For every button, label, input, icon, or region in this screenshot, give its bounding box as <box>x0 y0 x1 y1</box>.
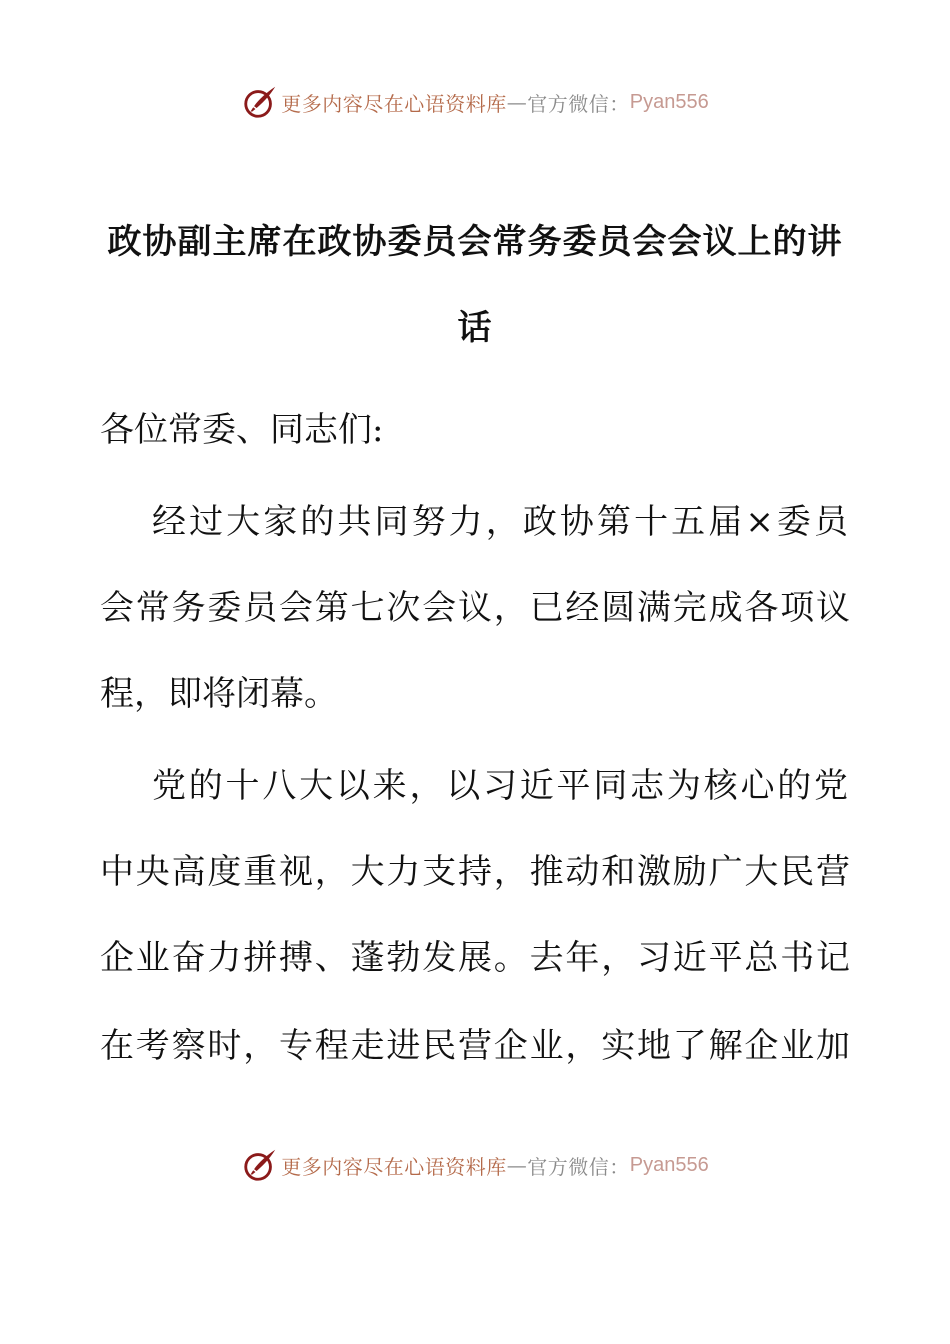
document-title-line-2: 话 <box>457 308 493 348</box>
watermark-header <box>0 82 950 122</box>
paragraph-1-line-1: 经过大家的共同努力，政协第十五届×委员 <box>152 502 848 542</box>
document-title-line-1: 政协副主席在政协委员会常务委员会会议上的讲 <box>107 222 843 262</box>
quill-pen-logo-icon <box>241 83 279 121</box>
quill-pen-logo-icon <box>241 1146 279 1184</box>
paragraph-2-line-2: 中央高度重视，大力支持，推动和激励广大民营 <box>100 852 850 892</box>
paragraph-1-line-3: 程，即将闭幕。 <box>100 674 338 714</box>
watermark-sub-text: 官方微信： <box>527 91 630 116</box>
salutation: 各位常委、同志们: <box>100 410 384 450</box>
paragraph-2-line-3: 企业奋力拼搏、蓬勃发展。去年，习近平总书记 <box>100 938 850 978</box>
watermark-id-text: Pyan556 <box>629 90 709 113</box>
watermark-main-text: 更多内容尽在心语资料库 <box>281 1154 507 1179</box>
watermark-dash: — <box>506 90 528 114</box>
watermark-dash: — <box>506 1153 528 1177</box>
paragraph-2-line-4: 在考察时，专程走进民营企业，实地了解企业加 <box>100 1026 850 1066</box>
watermark-sub-text: 官方微信： <box>527 1154 630 1179</box>
watermark-main-text: 更多内容尽在心语资料库 <box>281 91 507 116</box>
watermark-id-text: Pyan556 <box>629 1153 709 1176</box>
paragraph-2-line-1: 党的十八大以来，以习近平同志为核心的党 <box>152 766 848 806</box>
paragraph-1-line-2: 会常务委员会第七次会议，已经圆满完成各项议 <box>100 588 850 628</box>
watermark-footer <box>0 1145 950 1185</box>
